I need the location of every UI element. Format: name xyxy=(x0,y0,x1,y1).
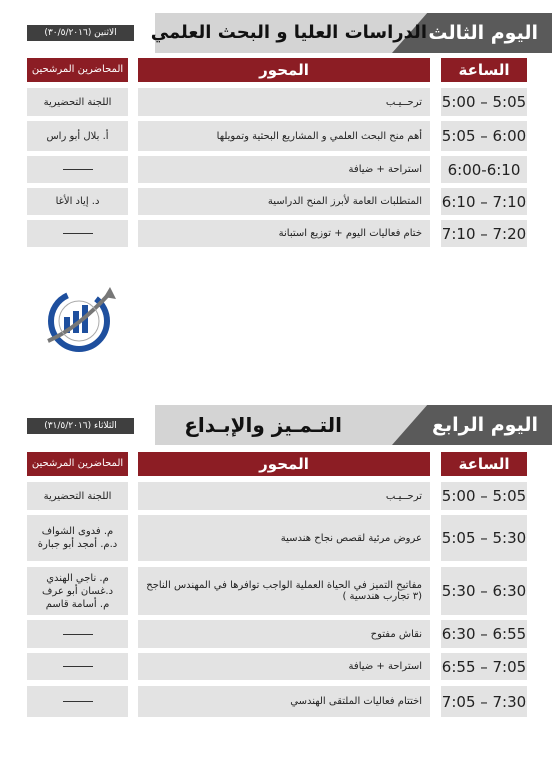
empty-speaker-dash xyxy=(63,634,93,635)
topic-cell xyxy=(138,620,430,648)
empty-speaker-dash xyxy=(63,169,93,170)
speaker-name: م. فدوى الشواف xyxy=(41,526,114,537)
speaker-cell xyxy=(27,188,128,215)
time-cell: 6:30 – 6:55 xyxy=(441,620,527,648)
time-cell: 5:05 – 5:30 xyxy=(441,515,527,561)
topic-text: استراحة + ضيافة xyxy=(348,164,422,175)
topic-text: نقاش مفتوح xyxy=(370,628,422,640)
speaker-name: م. أسامة قاسم xyxy=(45,598,110,610)
speaker-cell xyxy=(27,156,128,183)
topic-cell xyxy=(138,220,430,247)
time-cell: 5:00 – 5:05 xyxy=(441,482,527,510)
topic-cell xyxy=(138,567,430,615)
day4-header-topic: المحور xyxy=(138,452,430,476)
speaker-cell xyxy=(27,567,128,615)
day4-label: اليوم الرابع xyxy=(432,414,538,436)
speaker-cell xyxy=(27,121,128,151)
speaker-cell xyxy=(27,515,128,561)
topic-cell xyxy=(138,686,430,717)
day4-header-speakers: المحاضرين المرشحين xyxy=(27,452,128,476)
empty-speaker-dash xyxy=(63,701,93,702)
time-cell: 5:30 – 6:30 xyxy=(441,567,527,615)
topic-cell xyxy=(138,188,430,215)
topic-cell xyxy=(138,121,430,151)
day3-header-time: الساعة xyxy=(441,58,527,82)
time-cell: 7:10 – 7:20 xyxy=(441,220,527,247)
time-cell: 6:10 – 7:10 xyxy=(441,188,527,215)
day3-title: الدراسات العليا و البحث العلمي xyxy=(150,22,427,43)
topic-text: مفاتيح التميز في الحياة العملية الواجب توافرها في المهندس الناجح (٣ تجارب هندسية ) xyxy=(146,580,422,602)
speaker-name: د.م. أمجد أبو جبارة xyxy=(37,539,118,550)
speaker-cell xyxy=(27,620,128,648)
day3-label: اليوم الثالث xyxy=(428,22,538,44)
time-cell: 7:05 – 7:30 xyxy=(441,686,527,717)
day4-date: الثلاثاء (٣١/٥/٢٠١٦) xyxy=(27,418,134,434)
topic-text: أهم منح البحث العلمي و المشاريع البحثية وتمويلها xyxy=(216,130,422,142)
speaker-cell xyxy=(27,220,128,247)
day3-header-topic: المحور xyxy=(138,58,430,82)
day4-title: التـمـيز والإبـداع xyxy=(184,413,342,437)
speaker-name: م. ناجي الهندي xyxy=(46,572,109,584)
empty-speaker-dash xyxy=(63,233,93,234)
forum-logo-icon xyxy=(38,283,120,355)
speaker-cell xyxy=(27,88,128,116)
topic-text: عروض مرئية لقصص نجاح هندسية xyxy=(280,532,422,544)
topic-cell xyxy=(138,88,430,116)
day4-header-time: الساعة xyxy=(441,452,527,476)
topic-text: اختتام فعاليات الملتقى الهندسي xyxy=(290,696,422,707)
speaker-name: اللجنة التحضيرية xyxy=(43,96,112,108)
topic-cell xyxy=(138,653,430,680)
day3-date: الاثنين (٣٠/٥/٢٠١٦) xyxy=(27,25,134,41)
topic-text: ترحــيـب xyxy=(385,490,422,502)
topic-cell xyxy=(138,482,430,510)
speaker-name: اللجنة التحضيرية xyxy=(43,490,112,502)
topic-cell xyxy=(138,156,430,183)
time-cell: 5:00 – 5:05 xyxy=(441,88,527,116)
topic-text: استراحة + ضيافة xyxy=(348,661,422,672)
speaker-name: أ. بلال أبو راس xyxy=(46,130,109,142)
time-cell: 6:55 – 7:05 xyxy=(441,653,527,680)
speaker-cell xyxy=(27,686,128,717)
time-cell: 6:00-6:10 xyxy=(441,156,527,183)
day3-header-speakers: المحاضرين المرشحين xyxy=(27,58,128,82)
speaker-cell xyxy=(27,482,128,510)
topic-text: ترحــيـب xyxy=(385,96,422,108)
topic-text: ختام فعاليات اليوم + توزيع استبانة xyxy=(278,228,422,239)
speaker-name: د.غسان أبو عرف xyxy=(41,585,114,597)
speaker-cell xyxy=(27,653,128,680)
topic-cell xyxy=(138,515,430,561)
topic-text: المتطلبات العامة لأبرز المنح الدراسية xyxy=(267,196,422,207)
time-cell: 5:05 – 6:00 xyxy=(441,121,527,151)
speaker-name: د. إياد الأغا xyxy=(55,196,100,207)
empty-speaker-dash xyxy=(63,666,93,667)
